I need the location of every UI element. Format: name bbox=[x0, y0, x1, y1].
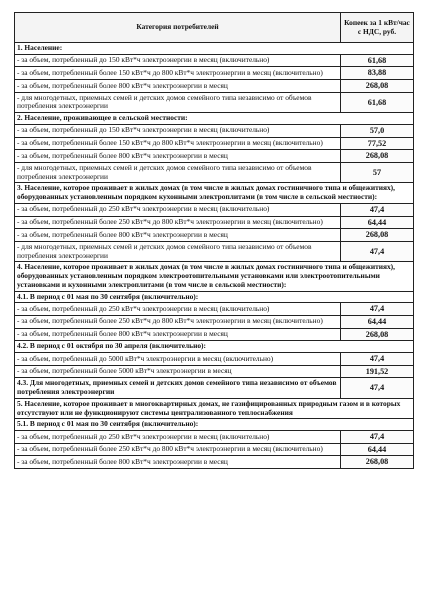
row-description: - за объем, потребленный до 5000 кВт*ч электроэнергии в месяц (включительно) bbox=[15, 353, 341, 366]
subsection-row bbox=[15, 291, 414, 303]
row-price: 268,08 bbox=[341, 229, 414, 242]
row-price: 64,44 bbox=[341, 443, 414, 456]
table-row bbox=[15, 316, 414, 329]
table-row bbox=[15, 365, 414, 378]
row-price: 47,4 bbox=[341, 303, 414, 316]
row-price: 64,44 bbox=[341, 216, 414, 229]
table-row bbox=[15, 124, 414, 137]
section-row bbox=[15, 183, 414, 203]
header-category: Категория потребителей bbox=[15, 13, 341, 43]
row-description: - за объем, потребленный более 800 кВт*ч электроэнергии в месяц bbox=[15, 328, 341, 341]
section-row bbox=[15, 113, 414, 125]
section-row bbox=[15, 43, 414, 55]
section-title: 4. Население, которое проживает в жилых домах (в том числе в жилых домах гостиничного типа и общежитиях), оборудованных установленным порядком электроотопительными установками или электроотопительными установками и кухонными электроплитами (в том числе в сельской местности): bbox=[15, 262, 414, 291]
subsection-title: 4.2. В период с 01 октября по 30 апреля (включительно): bbox=[15, 341, 414, 353]
section-title: 2. Население, проживающее в сельской местности: bbox=[15, 113, 414, 125]
row-price: 77,52 bbox=[341, 137, 414, 150]
section-title: 5. Население, которое проживает в многоквартирных домах, не газифицированных природным газом и в которых отсутствуют или не функционируют системы централизованного теплоснабжения bbox=[15, 398, 414, 418]
row-description: - для многодетных, приемных семей и детских домов семейного типа независимо от объемов потребления электроэнергии bbox=[15, 241, 341, 261]
table-row bbox=[15, 328, 414, 341]
row-description: - за объем, потребленный более 150 кВт*ч до 800 кВт*ч электроэнергии в месяц (включительно) bbox=[15, 137, 341, 150]
row-description: - за объем, потребленный более 800 кВт*ч электроэнергии в месяц bbox=[15, 456, 341, 469]
row-price: 61,68 bbox=[341, 54, 414, 67]
row-description: - за объем, потребленный более 800 кВт*ч электроэнергии в месяц bbox=[15, 80, 341, 93]
row-description: - за объем, потребленный более 250 кВт*ч до 800 кВт*ч электроэнергии в месяц (включительно) bbox=[15, 216, 341, 229]
row-price: 268,08 bbox=[341, 150, 414, 163]
row-description: - за объем, потребленный до 150 кВт*ч электроэнергии в месяц (включительно) bbox=[15, 124, 341, 137]
row-price: 268,08 bbox=[341, 456, 414, 469]
table-row bbox=[15, 229, 414, 242]
table-row bbox=[15, 54, 414, 67]
row-description: - за объем, потребленный более 150 кВт*ч до 800 кВт*ч электроэнергии в месяц (включительно) bbox=[15, 67, 341, 80]
subsection-row bbox=[15, 419, 414, 431]
table-row bbox=[15, 80, 414, 93]
row-price: 64,44 bbox=[341, 316, 414, 329]
header-price: Копеек за 1 кВт/час с НДС, руб. bbox=[341, 13, 414, 43]
row-price: 47,4 bbox=[341, 241, 414, 261]
table-header-row bbox=[15, 13, 414, 43]
section-title: 3. Население, которое проживает в жилых домах (в том числе в жилых домах гостиничного типа и общежитиях), оборудованных установленным порядком кухонными электроплитами (в том числе в сельской местности): bbox=[15, 183, 414, 203]
row-price: 57,0 bbox=[341, 124, 414, 137]
row-description: - для многодетных, приемных семей и детских домов семейного типа независимо от объемов потребления электроэнергии bbox=[15, 92, 341, 112]
row-description: - за объем, потребленный до 250 кВт*ч электроэнергии в месяц (включительно) bbox=[15, 203, 341, 216]
table-row bbox=[15, 137, 414, 150]
row-description: - за объем, потребленный более 800 кВт*ч электроэнергии в месяц bbox=[15, 229, 341, 242]
table-row bbox=[15, 303, 414, 316]
table-body bbox=[15, 43, 414, 469]
row-description: - за объем, потребленный более 250 кВт*ч до 800 кВт*ч электроэнергии в месяц (включительно) bbox=[15, 443, 341, 456]
row-price: 268,08 bbox=[341, 328, 414, 341]
row-description: - за объем, потребленный до 150 кВт*ч электроэнергии в месяц (включительно) bbox=[15, 54, 341, 67]
table-row bbox=[15, 431, 414, 444]
row-price: 47,4 bbox=[341, 353, 414, 366]
subsection-row bbox=[15, 341, 414, 353]
row-description: 4.3. Для многодетных, приемных семей и детских домов семейного типа независимо от объемов потребления электроэнергии bbox=[15, 378, 341, 398]
row-description: - за объем, потребленный более 800 кВт*ч электроэнергии в месяц bbox=[15, 150, 341, 163]
row-price: 268,08 bbox=[341, 80, 414, 93]
table-row bbox=[15, 92, 414, 112]
table-row bbox=[15, 353, 414, 366]
subsection-title: 4.1. В период с 01 мая по 30 сентября (включительно): bbox=[15, 291, 414, 303]
row-price: 61,68 bbox=[341, 92, 414, 112]
section-row bbox=[15, 398, 414, 418]
row-price: 47,4 bbox=[341, 203, 414, 216]
table-row bbox=[15, 443, 414, 456]
row-description: - за объем, потребленный более 250 кВт*ч до 800 кВт*ч электроэнергии в месяц (включительно) bbox=[15, 316, 341, 329]
table-row bbox=[15, 456, 414, 469]
row-price: 57 bbox=[341, 162, 414, 182]
table-row bbox=[15, 378, 414, 398]
section-title: 1. Население: bbox=[15, 43, 414, 55]
table-row bbox=[15, 67, 414, 80]
row-price: 47,4 bbox=[341, 378, 414, 398]
row-description: - за объем, потребленный до 250 кВт*ч электроэнергии в месяц (включительно) bbox=[15, 431, 341, 444]
row-price: 191,52 bbox=[341, 365, 414, 378]
table-row bbox=[15, 216, 414, 229]
row-description: - за объем, потребленный более 5000 кВт*ч электроэнергии в месяц bbox=[15, 365, 341, 378]
row-price: 47,4 bbox=[341, 431, 414, 444]
row-description: - за объем, потребленный до 250 кВт*ч электроэнергии в месяц (включительно) bbox=[15, 303, 341, 316]
row-description: - для многодетных, приемных семей и детских домов семейного типа независимо от объемов потребления электроэнергии bbox=[15, 162, 341, 182]
subsection-title: 5.1. В период с 01 мая по 30 сентября (включительно): bbox=[15, 419, 414, 431]
section-row bbox=[15, 262, 414, 291]
table-row bbox=[15, 150, 414, 163]
row-price: 83,88 bbox=[341, 67, 414, 80]
table-row bbox=[15, 203, 414, 216]
tariff-document bbox=[14, 12, 413, 469]
table-row bbox=[15, 241, 414, 261]
table-row bbox=[15, 162, 414, 182]
tariff-table bbox=[14, 12, 414, 469]
